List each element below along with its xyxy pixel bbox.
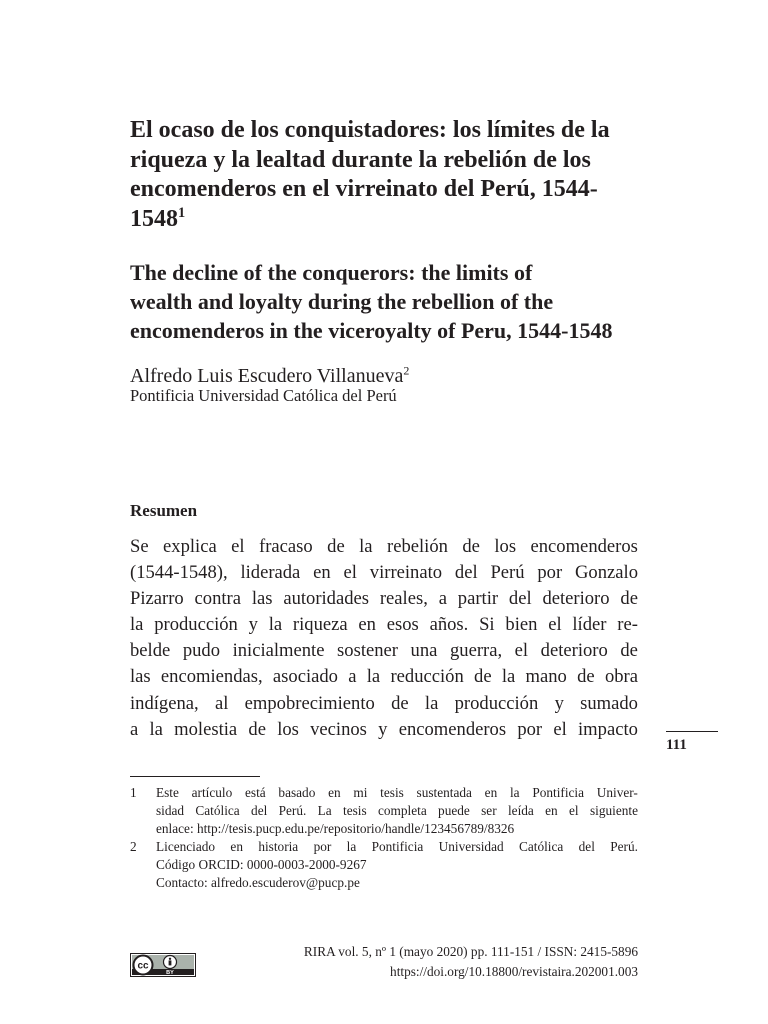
word: Este <box>156 785 179 800</box>
word: de <box>620 588 638 610</box>
word: de <box>462 536 480 557</box>
word: Pontificia <box>371 839 424 854</box>
word: el <box>514 640 529 662</box>
article-title-spanish <box>130 116 630 234</box>
abstract-line <box>130 586 638 612</box>
footnote-orcid: Código ORCID: 0000-0003-2000-9267 <box>156 857 367 872</box>
footnote-line <box>156 784 638 802</box>
author-name-text: Alfredo Luis Escudero Villanueva <box>130 365 404 387</box>
word: guerra, <box>449 640 503 662</box>
word: en <box>358 614 376 636</box>
word: en <box>230 839 243 854</box>
word: del <box>454 562 478 584</box>
word: el <box>553 718 567 740</box>
word: Católica <box>518 839 564 854</box>
title-en-line: encomenderos in the viceroyalty of Peru, 1544-1548 <box>130 318 613 343</box>
word: riqueza <box>292 614 348 636</box>
footnote-contact-email[interactable]: Contacto: alfredo.escuderov@pucp.pe <box>156 875 360 890</box>
word: autoridades <box>283 588 370 610</box>
word: el <box>231 536 245 557</box>
word: contra <box>194 588 241 610</box>
abstract-line <box>130 664 638 690</box>
by-label-text: BY <box>166 970 174 977</box>
word: mano <box>525 666 567 688</box>
footnote-thesis-link[interactable]: enlace: http://tesis.pucp.edu.pe/repositorio/handle/123456789/8326 <box>156 821 515 836</box>
word: de <box>577 666 595 688</box>
word: pudo <box>182 640 221 662</box>
footnotes <box>130 784 638 892</box>
title-es-line: riqueza y la lealtad durante la rebelión de los <box>130 146 591 173</box>
abstract-line <box>130 638 638 664</box>
word: indígena, <box>130 692 199 714</box>
word: de <box>391 692 409 714</box>
abstract-line <box>130 534 638 560</box>
author-affiliation: Pontificia Universidad Católica del Perú <box>130 386 397 405</box>
page-number: 111 <box>666 737 687 753</box>
abstract-line <box>130 691 638 717</box>
abstract-body <box>130 534 638 743</box>
word: el <box>343 562 357 584</box>
word: por <box>313 839 332 854</box>
word: belde <box>130 640 171 662</box>
word: por <box>537 562 563 584</box>
word: puede <box>438 803 470 818</box>
word: obra <box>604 666 638 688</box>
word: basado <box>278 785 316 800</box>
word: las <box>251 588 273 610</box>
doi-link[interactable]: https://doi.org/10.18800/revistaira.202001.003 <box>390 964 638 979</box>
page-number-rule <box>666 731 718 732</box>
word: al <box>214 692 229 714</box>
word: en <box>313 562 331 584</box>
word: deterioro <box>540 640 608 662</box>
title-es-line-text: 1548 <box>130 205 178 232</box>
word: completa <box>377 803 427 818</box>
word: leída <box>507 803 534 818</box>
footnote-number: 1 <box>130 785 137 800</box>
word: la <box>149 718 163 740</box>
abstract-heading: Resumen <box>130 501 198 520</box>
title-es-line: encomenderos en el virreinato del Perú, 1544- <box>130 176 598 202</box>
footnote-line <box>156 802 638 820</box>
word: producción <box>454 692 539 714</box>
footnote-number: 2 <box>130 839 137 854</box>
cc-by-license-icon[interactable] <box>130 953 196 977</box>
word: Perú <box>490 562 525 584</box>
word: de <box>327 536 345 557</box>
word: reales, <box>379 588 428 610</box>
word: explica <box>163 536 217 557</box>
word: tesis <box>343 803 367 818</box>
author-footnote-marker[interactable]: 2 <box>403 363 410 378</box>
word: deterioro <box>542 588 610 610</box>
word: mi <box>353 785 368 800</box>
word: asociado <box>272 666 338 688</box>
word: encomiendas, <box>160 666 263 688</box>
cc-symbol-text: cc <box>137 960 149 972</box>
word: Perú. <box>610 839 638 854</box>
word: el <box>548 614 562 636</box>
word: por <box>517 718 543 740</box>
word: encomenderos <box>398 718 507 740</box>
word: en <box>328 785 341 800</box>
word: Pizarro <box>130 588 184 610</box>
word: encomenderos <box>530 536 638 557</box>
word: a <box>130 718 139 740</box>
word: Pontificia <box>532 785 585 800</box>
abstract-line <box>130 612 638 638</box>
word: las <box>130 666 151 688</box>
journal-citation-line: RIRA vol. 5, nº 1 (mayo 2020) pp. 111-151 / ISSN: 2415-5896 <box>303 944 638 959</box>
word: rebelión <box>387 536 448 557</box>
word: la <box>509 785 520 800</box>
footnote-1 <box>130 784 638 838</box>
word: liderada <box>240 562 301 584</box>
word: reducción <box>390 666 464 688</box>
word: el <box>569 803 579 818</box>
word: producción <box>154 614 238 636</box>
word: a <box>348 666 357 688</box>
word: los <box>494 536 517 557</box>
word: la <box>130 614 144 636</box>
word: la <box>424 692 439 714</box>
word: tesis <box>380 785 404 800</box>
word: y <box>554 692 564 714</box>
word: y <box>378 718 388 740</box>
footnote-line <box>156 838 638 856</box>
title-footnote-marker[interactable]: 1 <box>178 204 186 221</box>
word: partir <box>457 588 499 610</box>
word: historia <box>258 839 299 854</box>
word: fracaso <box>259 536 313 557</box>
article-title-english <box>130 258 630 345</box>
word: Licenciado <box>156 839 216 854</box>
word: sumado <box>580 692 638 714</box>
word: Gonzalo <box>575 562 638 584</box>
title-es-line <box>130 205 630 235</box>
footnote-separator <box>130 776 260 777</box>
word: la <box>366 666 381 688</box>
word: una <box>410 640 438 662</box>
word: sostener <box>337 640 398 662</box>
word: bien <box>505 614 538 636</box>
title-en-line: The decline of the conquerors: the limits of <box>130 260 533 285</box>
word: en <box>484 785 498 800</box>
word: esos <box>386 614 419 636</box>
word: años. <box>429 614 469 636</box>
word: sustentada <box>416 785 472 800</box>
word: ser <box>481 803 497 818</box>
word: molestia <box>174 718 238 740</box>
word: Univer- <box>596 785 638 800</box>
journal-citation <box>268 942 638 982</box>
word: líder <box>572 614 607 636</box>
word: (1544-1548), <box>130 562 228 584</box>
word: Universidad <box>438 839 504 854</box>
word: del <box>251 803 268 818</box>
word: Se <box>130 536 149 557</box>
word: del <box>508 588 532 610</box>
word: Si <box>479 614 495 636</box>
word: del <box>578 839 595 854</box>
word: vecinos <box>310 718 367 740</box>
word: los <box>277 718 299 740</box>
word: la <box>268 614 283 636</box>
word: de <box>474 666 492 688</box>
word: a <box>438 588 447 610</box>
footnote-2 <box>130 838 638 892</box>
word: la <box>346 839 357 854</box>
word: La <box>317 803 332 818</box>
abstract-line <box>130 717 638 743</box>
title-es-line: El ocaso de los conquistadores: los límites de la <box>130 117 610 143</box>
word: la <box>501 666 516 688</box>
word: está <box>245 785 266 800</box>
author-name <box>130 364 409 388</box>
word: virreinato <box>369 562 443 584</box>
word: en <box>545 803 558 818</box>
title-en-line: wealth and loyalty during the rebellion of the <box>130 289 554 314</box>
word: impacto <box>578 718 638 740</box>
word: de <box>248 718 266 740</box>
word: re- <box>617 614 638 636</box>
word: Perú. <box>278 803 307 818</box>
word: inicialmente <box>232 640 325 662</box>
word: sidad <box>156 803 185 818</box>
abstract-line <box>130 560 638 586</box>
word: de <box>620 640 638 662</box>
word: la <box>359 536 373 557</box>
word: artículo <box>191 785 233 800</box>
word: Católica <box>195 803 240 818</box>
word: siguiente <box>589 803 638 818</box>
word: empobrecimiento <box>244 692 375 714</box>
word: y <box>248 614 258 636</box>
